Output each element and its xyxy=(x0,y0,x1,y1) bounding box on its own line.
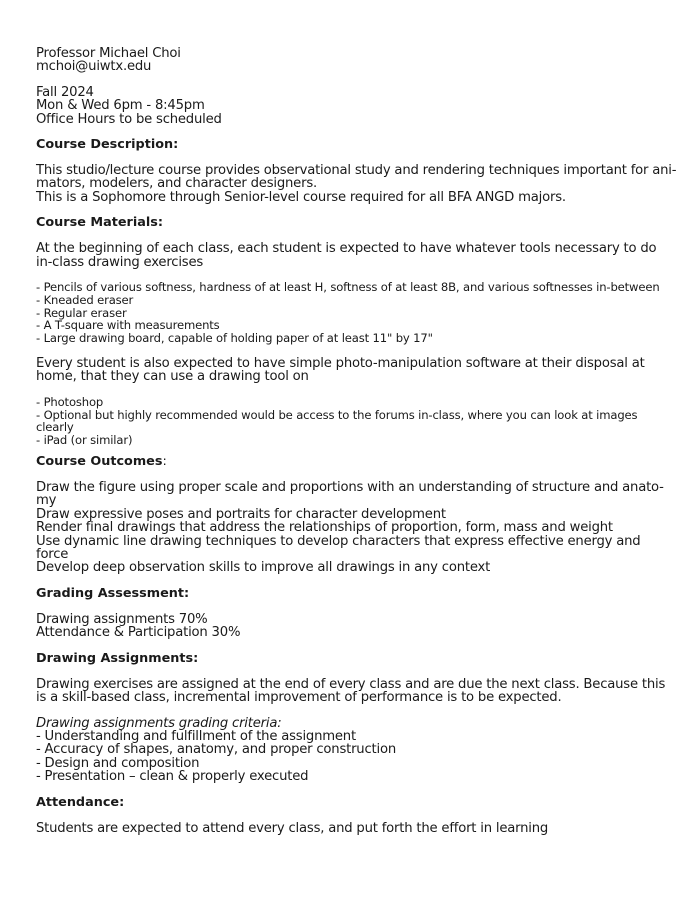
grading-criteria-list xyxy=(36,730,659,784)
list-item: - Kneaded eraser xyxy=(36,292,134,307)
assignments-line: is a skill-based class, incremental improvement of performance is to be expected. xyxy=(36,690,562,706)
description-line: mators, modelers, and character designers. xyxy=(36,176,317,192)
course-description xyxy=(36,163,677,205)
assignments-line: Drawing exercises are assigned at the end of every class and are due the next class. Because this xyxy=(36,676,666,692)
outcome-line: Draw the figure using proper scale and proportions with an understanding of structure and anato- xyxy=(36,480,664,496)
materials-intro-line: At the beginning of each class, each student is expected to have whatever tools necessary to do xyxy=(36,241,657,257)
instructor-info xyxy=(36,47,659,74)
materials-intro-line: in-class drawing exercises xyxy=(36,254,204,270)
grading-assessment xyxy=(36,613,659,640)
description-line: This is a Sophomore through Senior-level course required for all BFA ANGD majors. xyxy=(36,189,566,205)
software-intro-line: Every student is also expected to have simple photo-manipulation software at their disposal at xyxy=(36,356,645,372)
drawing-assignments-heading: Drawing Assignments: xyxy=(36,650,199,666)
list-item: - Understanding and fulfillment of the assignment xyxy=(36,728,356,744)
drawing-assignments xyxy=(36,676,666,706)
term: Fall 2024 xyxy=(36,84,94,100)
grading-criteria-title: Drawing assignments grading criteria: xyxy=(36,715,282,731)
tools-list xyxy=(36,281,659,345)
list-item: - Large drawing board, capable of holding paper of at least 11" by 17" xyxy=(36,331,433,346)
materials-intro xyxy=(36,242,659,269)
list-item: clearly xyxy=(36,420,74,435)
list-item: - Optional but highly recommended would be access to the forums in-class, where you can look at images xyxy=(36,407,638,422)
professor-email: mchoi@uiwtx.edu xyxy=(36,59,152,75)
outcome-line: Render final drawings that address the relationships of proportion, form, mass and weight xyxy=(36,520,613,536)
outcome-line: force xyxy=(36,547,69,563)
software-list xyxy=(36,396,659,447)
outcome-line: my xyxy=(36,493,57,509)
course-materials-heading: Course Materials: xyxy=(36,215,163,231)
course-outcomes-heading xyxy=(36,455,659,469)
course-outcomes-title: Course Outcomes xyxy=(36,454,163,470)
office-hours: Office Hours to be scheduled xyxy=(36,111,222,127)
grading-assessment-heading: Grading Assessment: xyxy=(36,585,190,601)
grading-line: Attendance & Participation 30% xyxy=(36,625,241,641)
outcome-line: Develop deep observation skills to improve all drawings in any context xyxy=(36,560,491,576)
list-item: - iPad (or similar) xyxy=(36,433,133,448)
outcome-line: Draw expressive poses and portraits for character development xyxy=(36,506,446,522)
outcome-line: Use dynamic line drawing techniques to develop characters that express effective energy and xyxy=(36,533,641,549)
description-line: This studio/lecture course provides observational study and rendering techniques important for ani- xyxy=(36,163,677,179)
list-item: - Regular eraser xyxy=(36,305,127,320)
list-item: - Presentation – clean & properly executed xyxy=(36,769,309,785)
course-outcomes xyxy=(36,480,664,576)
list-item: - Pencils of various softness, hardness of at least H, softness of at least 8B, and various softnesses in-between xyxy=(36,280,660,295)
list-item: - A T-square with measurements xyxy=(36,318,220,333)
list-item: - Design and composition xyxy=(36,755,200,771)
list-item: - Photoshop xyxy=(36,394,104,409)
list-item: - Accuracy of shapes, anatomy, and proper construction xyxy=(36,742,396,758)
attendance-heading: Attendance: xyxy=(36,794,125,810)
grading-line: Drawing assignments 70% xyxy=(36,611,208,627)
professor-name: Professor Michael Choi xyxy=(36,46,181,61)
software-intro-line: home, that they can use a drawing tool on xyxy=(36,369,309,385)
software-intro xyxy=(36,357,659,384)
course-schedule xyxy=(36,86,659,126)
course-description-heading: Course Description: xyxy=(36,137,179,153)
attendance-text: Students are expected to attend every class, and put forth the effort in learning xyxy=(36,820,549,836)
class-times: Mon & Wed 6pm - 8:45pm xyxy=(36,98,205,114)
course-outcomes-colon: : xyxy=(162,454,167,470)
